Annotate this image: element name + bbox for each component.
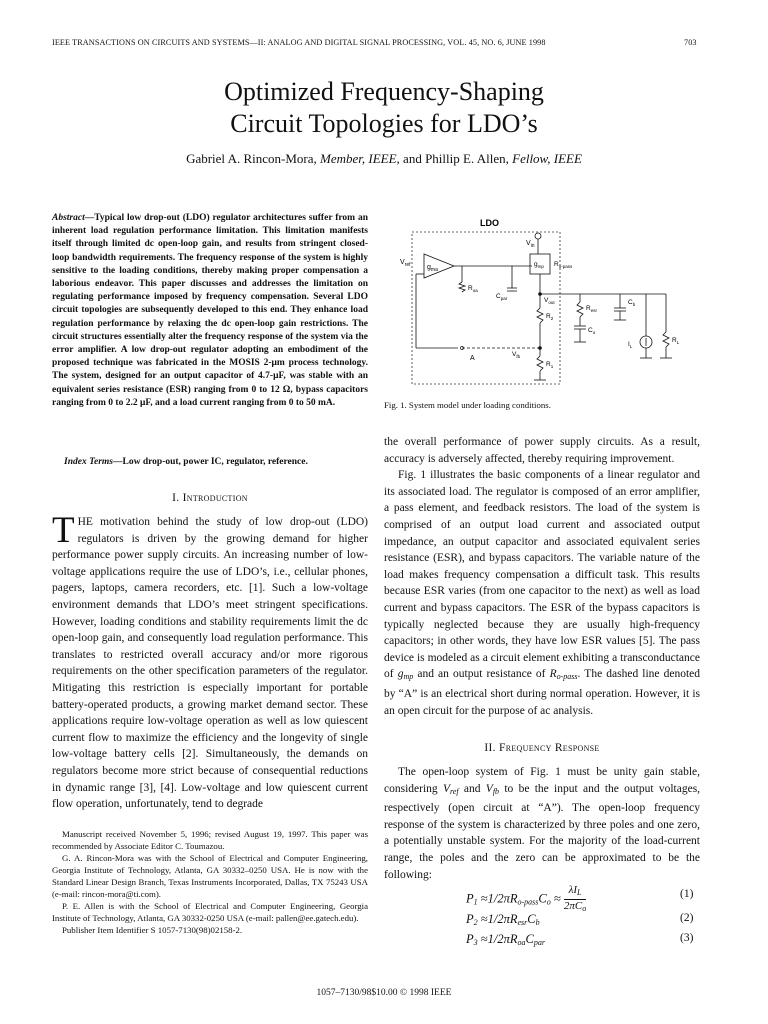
running-header: IEEE TRANSACTIONS ON CIRCUITS AND SYSTEMS—II: ANALOG AND DIGITAL SIGNAL PROCESSING, VOL. 45, NO. 6, JUNE 1998 bbox=[52, 38, 546, 47]
abstract bbox=[52, 212, 368, 410]
author-1-role: Member, IEEE, bbox=[320, 151, 400, 166]
author-1: Gabriel A. Rincon-Mora, bbox=[186, 151, 317, 166]
right-para-1: the overall performance of power supply circuits. As a result, accuracy is adversely affected, thereby requiring improvement. bbox=[384, 436, 700, 465]
paper-title bbox=[0, 76, 768, 140]
lead-word: HE bbox=[77, 516, 93, 528]
index-terms-text: Low drop-out, power IC, regulator, reference. bbox=[122, 457, 308, 467]
gma-label: $g_{ma}$ bbox=[427, 264, 438, 273]
section-2-body: The open-loop system of Fig. 1 must be unity gain stable, considering $V_{ref}$ and $V_{fb}$ to be the input and the output voltages, respectively (open circuit at “A”). The open-loop frequency response of the system is characterized by three poles and one zero, a potentially unstable system. For the majority of the load-current range, the poles and the zero can be approximated to be the following: bbox=[384, 766, 701, 881]
title-line-1: Optimized Frequency-Shaping bbox=[224, 77, 544, 106]
section-2-heading bbox=[384, 742, 700, 754]
page-number: 703 bbox=[684, 38, 697, 47]
vout-label: $V_{out}$ bbox=[544, 297, 555, 305]
equation-3: $P_3 \approx 1/2\pi R_{oa}C_{par}$ bbox=[466, 932, 545, 947]
cpar-label: $C_{par}$ bbox=[496, 293, 508, 301]
right-column-body bbox=[384, 434, 700, 719]
equation-1-number: (1) bbox=[680, 888, 694, 900]
section-2-number: II. bbox=[484, 742, 496, 754]
footnote-author-1: G. A. Rincon-Mora was with the School of Electrical and Computer Engineering, Georgia Institute of Technology, Atlanta, GA 30332–0250 USA. He is now with the Standard Linear Design Branch, Texas Instruments Incorporated, Dallas, TX 75243 USA (e-mail: rincon-mora@ti.com). bbox=[52, 853, 368, 899]
ldo-boundary bbox=[412, 232, 560, 384]
gmp-label: $g_{mp}$ bbox=[534, 261, 544, 269]
section-1-body bbox=[52, 510, 369, 813]
vref-label: $V_{ref}$ bbox=[400, 259, 411, 268]
cb-label: $C_b$ bbox=[628, 299, 636, 307]
section-1-title: Introduction bbox=[182, 492, 248, 504]
figure-1-caption: Fig. 1. System model under loading conditions. bbox=[384, 400, 551, 410]
section-1-number: I. bbox=[172, 492, 180, 504]
section-1-text: motivation behind the study of low drop-out (LDO) regulators is driven by the growing demand for higher performance power supply circuits. An increasing number of low-voltage applications require the use of LDO’s, i.e., cellular phones, pagers, laptops, camera recorders, etc. [1]. Such a low-voltage environment demands that LDO’s meet stringent specifications. However, loading conditions and stability requirements limit the dc open-loop gain, and consequently load regulation performance. This translates to restricted overall accuracy and/or more rigorous requirements on the other specification parameters of the regulator. Mitigating this restriction is especially important for portable battery-operated products, a growing market demand sector. These applications require low-voltage operation as well as low quiescent current flow to maximize the efficiency and the longevity of single low-voltage battery cells [2]. Simultaneously, the demands on regulators become more strict because of consequential reductions in dynamic range [3], [4]. Low-voltage and low quiescent current flow operation, unfortunately, tend to degrade bbox=[52, 516, 369, 811]
abstract-text: Typical low drop-out (LDO) regulator architectures suffer from an inherent load regulation performance limitation. This limitation manifests itself through limited dc open-loop gain, and results from stringent closed-loop bandwidth requirements. The frequency response of the system is highly sensitive to the loading conditions, thereby making proper compensation a laborious endeavor. This paper discusses and addresses the limitation on regulating performance imposed by frequency compensation. Several LDO circuit topologies are subsequently developed to this end. They enhance load regulation performance by relaxing the dc open-loop gain restrictions. The circuit structures essentially alter the frequency response of the system via the error amplifier. A low drop-out regulator adopting an embodiment of the proposed technique was fabricated in the MOSIS 2-μm process technology. The system, designed for an output capacitor of 4.7-μF, was stable with an equivalent series resistance (ESR) ranging from 0 to 12 Ω, bypass capacitors ranging from 0 to 2.2 μF, and a load current ranging from 0 to 50 mA. bbox=[52, 213, 368, 408]
footnote-manuscript: Manuscript received November 5, 1996; revised August 19, 1997. This paper was recommended by Associate Editor C. Toumazou. bbox=[52, 829, 368, 851]
figure-1-circuit bbox=[384, 214, 700, 394]
resr-label: $R_{esr}$ bbox=[586, 305, 597, 313]
co-label: $C_o$ bbox=[588, 327, 596, 335]
r2-label: $R_2$ bbox=[546, 313, 554, 321]
vin-label: $V_{in}$ bbox=[526, 240, 535, 249]
author-2: Phillip E. Allen, bbox=[425, 151, 509, 166]
section-2-title: Frequency Response bbox=[499, 742, 600, 754]
ropass-label: $R_{o-pass}$ bbox=[554, 261, 573, 269]
vin-node bbox=[535, 233, 541, 239]
title-line-2: Circuit Topologies for LDO’s bbox=[230, 109, 538, 138]
authors bbox=[0, 151, 768, 167]
equation-1: $P_1 \approx 1/2\pi R_{o-pass}C_o$ ≈ $\lambda I_L$ $2\pi C_o$ bbox=[466, 884, 587, 913]
author-2-role: Fellow, IEEE bbox=[512, 151, 582, 166]
authors-and: and bbox=[403, 151, 422, 166]
footnotes bbox=[52, 828, 368, 936]
section-1-heading bbox=[52, 492, 368, 504]
equation-2-number: (2) bbox=[680, 912, 694, 924]
index-terms bbox=[52, 456, 368, 469]
index-terms-label: Index Terms— bbox=[64, 457, 123, 467]
figure-title: LDO bbox=[480, 218, 499, 228]
a-label: A bbox=[470, 355, 475, 362]
abstract-label: Abstract— bbox=[52, 213, 95, 223]
roa-label: $R_{oa}$ bbox=[468, 285, 478, 293]
equation-3-number: (3) bbox=[680, 932, 694, 944]
equation-2: $P_2 \approx 1/2\pi R_{esr}C_b$ bbox=[466, 912, 540, 927]
copyright-footer: 1057–7130/98$10.00 © 1998 IEEE bbox=[316, 988, 452, 998]
drop-cap: T bbox=[52, 510, 75, 551]
vfb-label: $V_{fb}$ bbox=[512, 351, 521, 359]
right-para-2: Fig. 1 illustrates the basic components of a linear regulator and its associated load. The regulator is composed of an error amplifier, a pass element, and feedback resistors. The load of the system is comprised of an output load current and associated output impedance, an output capacitor and associated equivalent series resistance (ESR), and bypass capacitors. The variable nature of the load makes frequency compensation a difficult task. This results because ESR varies (from one capacitor to the next) as well as load current and bypass capacitors. The ESR of the bypass capacitors is typically neglected because they are usually high-frequency capacitors; in other words, they have low ESR values [5]. The pass device is modeled as a circuit element exhibiting a transconductance of $g_{mp}$ and an output resistance of $R_{o-pass}$. The dashed line denoted by “A” is an electrical short during normal operation. However, it is an open circuit for the purpose of ac analysis. bbox=[384, 469, 701, 717]
footnote-publisher-id: Publisher Item Identifier S 1057-7130(98)02158-2. bbox=[62, 925, 243, 935]
rl-label: $R_L$ bbox=[672, 337, 680, 345]
il-label: $I_L$ bbox=[628, 341, 633, 349]
r1-label: $R_1$ bbox=[546, 361, 554, 369]
footnote-author-2: P. E. Allen is with the School of Electrical and Computer Engineering, Georgia Institute of Technology, Atlanta, GA 30332-0250 USA (e-mail: pallen@ee.gatech.edu). bbox=[52, 901, 368, 923]
